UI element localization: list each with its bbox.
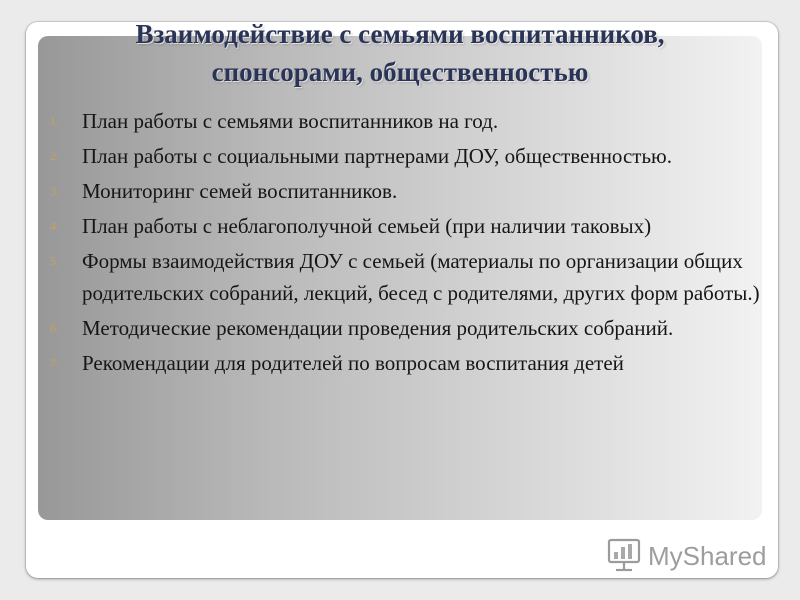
item-number: 4. <box>50 219 59 233</box>
item-number: 3. <box>50 184 59 198</box>
item-text: План работы с социальными партнерами ДОУ, общественностью. <box>82 144 672 168</box>
slide-title <box>0 15 800 91</box>
list-item <box>50 105 760 137</box>
item-number: 5. <box>50 254 59 268</box>
item-text: Методические рекомендации проведения родительских собраний. <box>82 316 674 340</box>
item-number: 7. <box>50 356 59 370</box>
list-item <box>50 210 760 242</box>
item-text: Мониторинг семей воспитанников. <box>82 179 398 203</box>
title-line-2: спонсорами, общественностью <box>211 57 589 87</box>
watermark-text: MyShared <box>648 541 766 571</box>
list-item <box>50 140 760 172</box>
item-number: 2. <box>50 149 59 163</box>
item-text: Формы взаимодействия ДОУ с семьей (материалы по организации общих родительских собраний, лекций, бесед с родителями, других форм работы.) <box>82 249 760 305</box>
presentation-board-icon <box>606 535 766 575</box>
item-text: План работы с семьями воспитанников на год. <box>82 109 499 133</box>
list-item <box>50 312 760 344</box>
content-list <box>50 105 760 382</box>
list-item <box>50 175 760 207</box>
item-number: 6. <box>50 321 59 335</box>
item-number: 1. <box>50 114 59 128</box>
item-text: Рекомендации для родителей по вопросам воспитания детей <box>82 351 624 375</box>
list-item <box>50 347 760 379</box>
title-line-1: Взаимодействие с семьями воспитанников, <box>135 19 665 49</box>
list-item <box>50 245 760 309</box>
item-text: План работы с неблагополучной семьей (при наличии таковых) <box>82 214 652 238</box>
myshared-watermark <box>606 535 766 575</box>
